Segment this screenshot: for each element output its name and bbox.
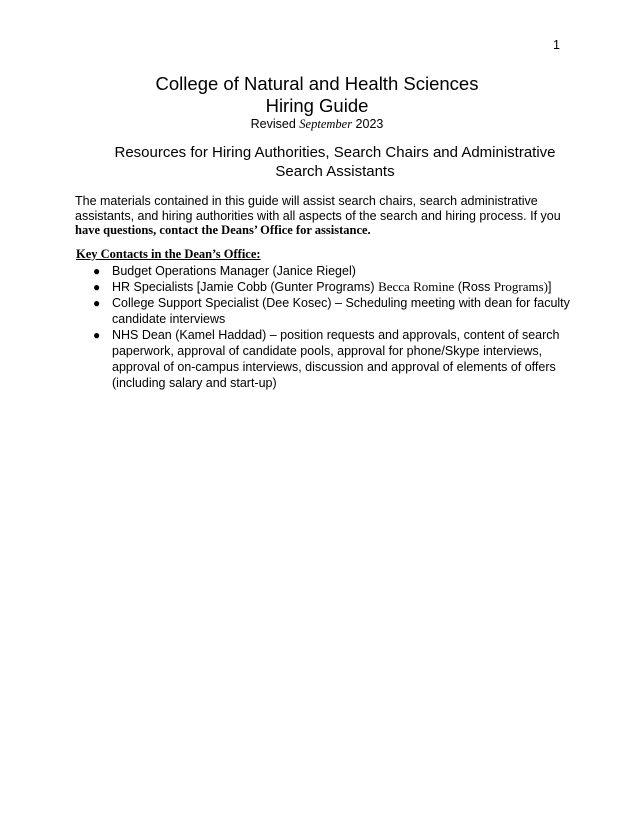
contact-hr-part4: Programs): [493, 279, 548, 294]
revised-month: September: [299, 117, 353, 131]
intro-text: The materials contained in this guide will assist search chairs, search administrative assistants, and hiring authorities with all aspects of the search and hiring process. If you: [75, 194, 561, 223]
contact-hr-part5: ]: [548, 280, 552, 294]
revised-prefix: Revised: [250, 117, 300, 131]
contact-college-support: College Support Specialist (Dee Kosec) – Scheduling meeting with dean for faculty candidate interviews: [112, 296, 570, 326]
contact-hr-part2: Becca Romine: [378, 279, 455, 294]
bullet-icon: ●: [93, 264, 101, 278]
revised-date: [0, 117, 634, 132]
contacts-heading: Key Contacts in the Dean’s Office:: [76, 247, 261, 261]
list-item-hr: [75, 279, 570, 295]
intro-bold-text: have questions, contact the Deans’ Office for assistance.: [75, 223, 371, 237]
revised-year: 2023: [352, 117, 384, 131]
resources-subtitle: Resources for Hiring Authorities, Search Chairs and Administrative Search Assistants: [114, 144, 556, 180]
bullet-icon: ●: [93, 280, 101, 294]
document-title: College of Natural and Health Sciences: [155, 73, 479, 94]
contacts-list: [75, 263, 570, 391]
document-subtitle-hiring-guide: Hiring Guide: [265, 95, 369, 116]
intro-paragraph: [75, 194, 575, 238]
bullet-icon: ●: [93, 296, 101, 310]
contact-nhs-dean: NHS Dean (Kamel Haddad) – position requests and approvals, content of search paperwork, approval of candidate pools, approval for phone/Skype interviews, approval of on-campus interviews, discussion and approval of elements of offers (including salary and start-up): [112, 328, 560, 390]
list-item-nhs-dean: [75, 327, 570, 391]
contact-budget: Budget Operations Manager (Janice Riegel): [112, 264, 356, 278]
page-number: 1: [553, 38, 560, 52]
list-item-college-support: [75, 295, 570, 327]
list-item-budget: [75, 263, 570, 279]
bullet-icon: ●: [93, 328, 101, 342]
contact-hr-part3: (Ross: [454, 280, 494, 294]
contact-hr-part1: HR Specialists [Jamie Cobb (Gunter Programs): [112, 280, 379, 294]
